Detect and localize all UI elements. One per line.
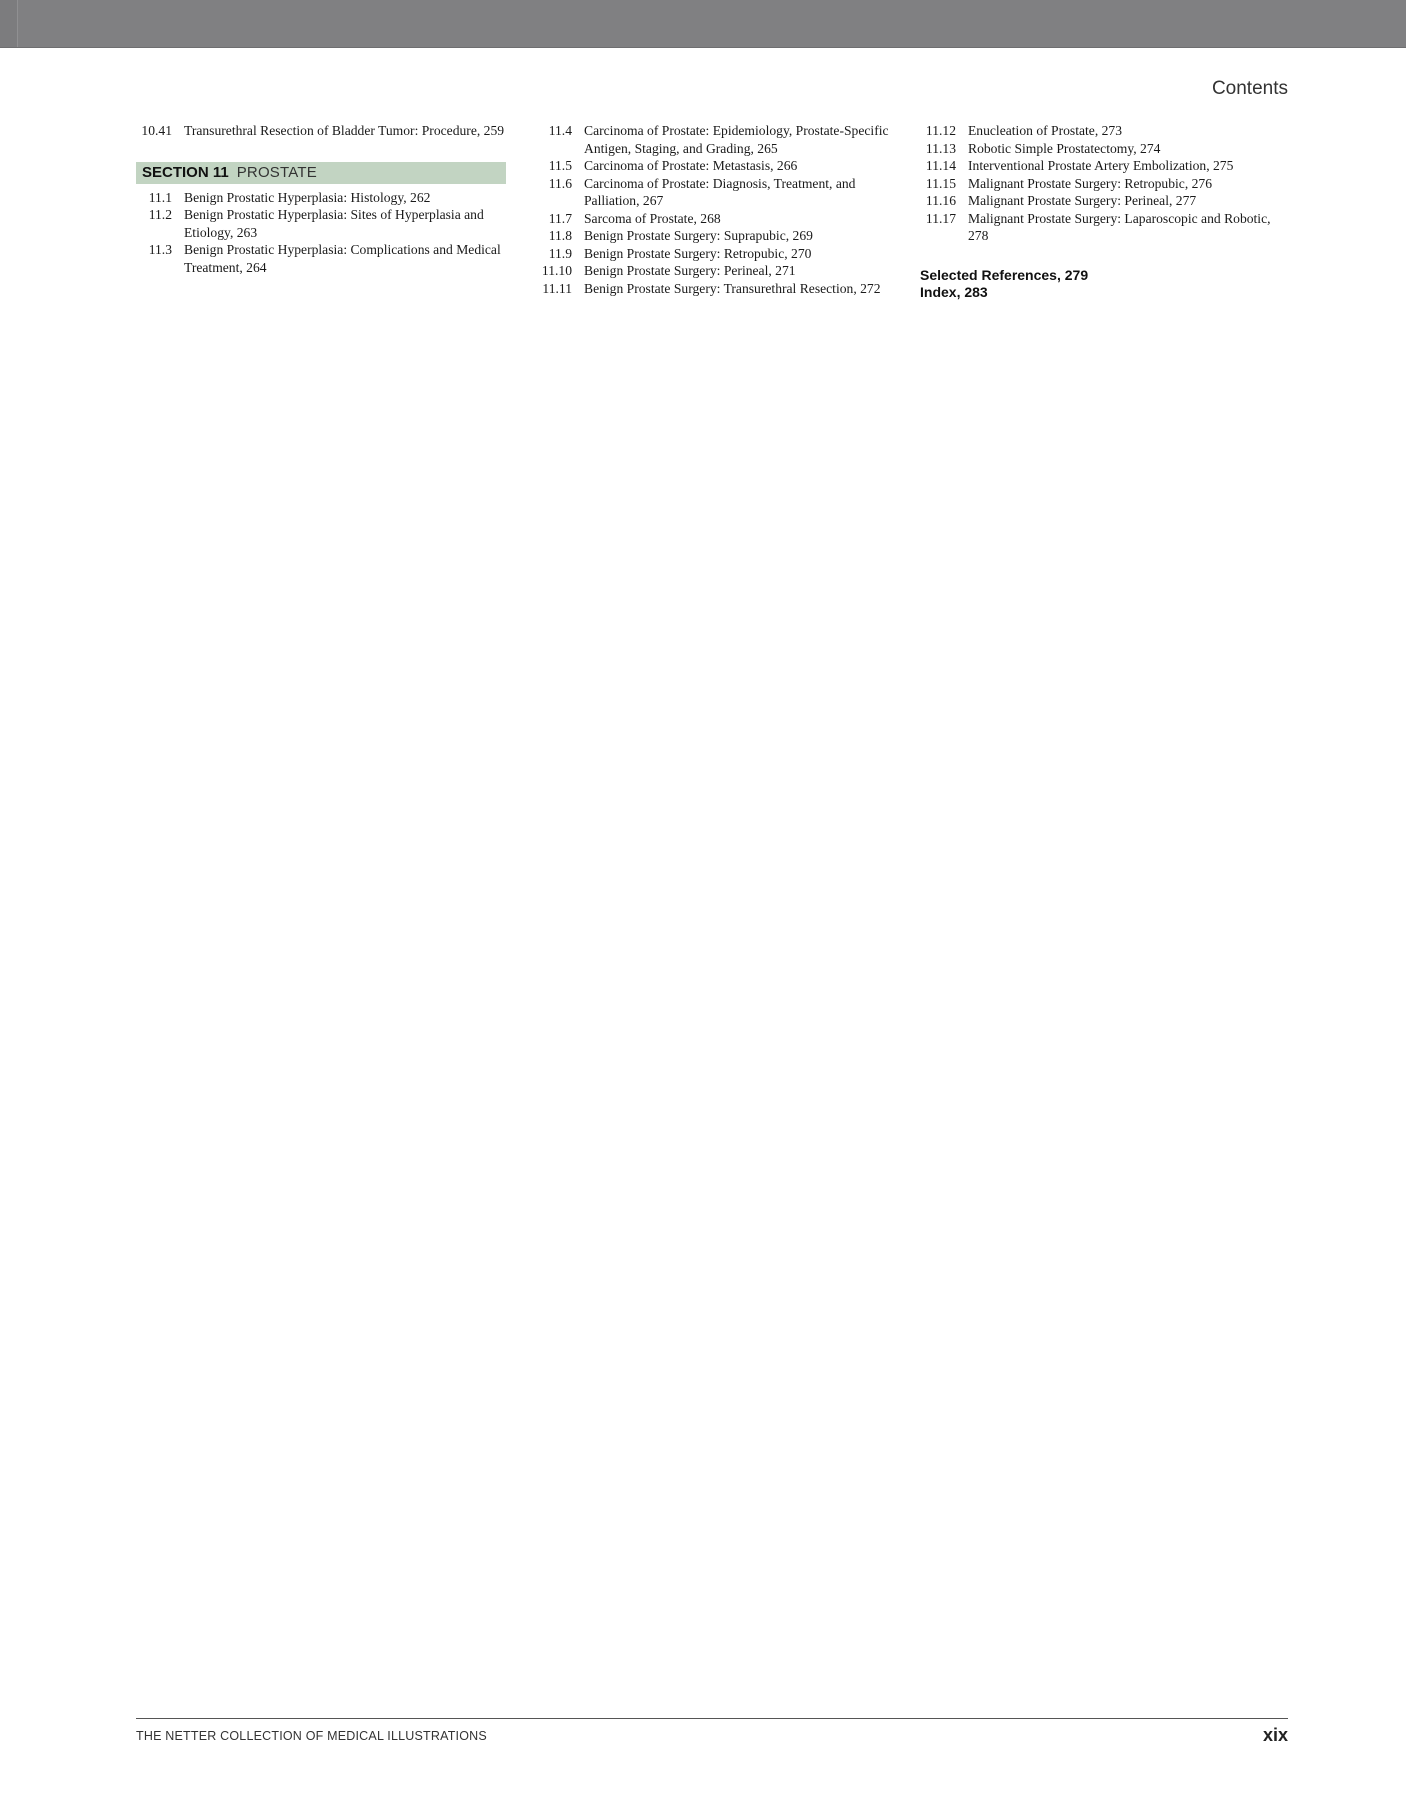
toc-entry[interactable]	[920, 157, 1290, 175]
toc-entry-title: Malignant Prostate Surgery: Retropubic, 276	[968, 175, 1213, 191]
selected-references-link[interactable]: Selected References, 279	[920, 266, 1089, 283]
toc-entry-number: 11.14	[925, 158, 956, 173]
toc-entry[interactable]	[536, 210, 901, 228]
toc-entry-title: Benign Prostatic Hyperplasia: Histology, 262	[184, 189, 431, 205]
toc-entry[interactable]	[136, 206, 506, 241]
toc-entry-title: Carcinoma of Prostate: Epidemiology, Prostate-Specific Antigen, Staging, and Grading, 265	[584, 123, 889, 156]
toc-entry-title: Carcinoma of Prostate: Diagnosis, Treatment, and Palliation, 267	[584, 175, 856, 208]
toc-entry-number: 10.41	[141, 123, 172, 138]
index-link[interactable]: Index, 283	[920, 283, 988, 300]
toc-column-3	[920, 122, 1290, 301]
toc-entry-number: 11.11	[542, 280, 572, 296]
toc-entry-title: Malignant Prostate Surgery: Perineal, 277	[968, 193, 1197, 208]
toc-entry-number: 11.6	[548, 175, 572, 191]
toc-entry-number: 11.2	[148, 207, 172, 222]
section-name: PROSTATE	[236, 164, 317, 181]
toc-entry[interactable]	[536, 157, 901, 175]
section-label: SECTION 11	[142, 164, 229, 181]
toc-entry-title: Transurethral Resection of Bladder Tumor: Procedure, 259	[184, 123, 505, 138]
toc-entry[interactable]	[536, 280, 901, 298]
toc-entry-title: Benign Prostate Surgery: Transurethral Resection, 272	[584, 280, 881, 296]
toc-entry-number: 11.17	[925, 210, 956, 226]
toc-entry[interactable]	[920, 192, 1290, 210]
toc-entry[interactable]	[136, 189, 506, 207]
toc-entry[interactable]	[536, 122, 901, 157]
toc-entry[interactable]	[536, 245, 901, 263]
toc-entry-title: Benign Prostate Surgery: Suprapubic, 269	[584, 228, 813, 243]
toc-entry-number: 11.5	[548, 158, 572, 173]
toc-entry-title: Malignant Prostate Surgery: Laparoscopic and Robotic, 278	[968, 210, 1271, 243]
running-head: Contents	[1211, 78, 1288, 99]
toc-entry-title: Benign Prostatic Hyperplasia: Complications and Medical Treatment, 264	[184, 242, 501, 275]
toc-entry[interactable]	[920, 122, 1290, 140]
toc-entry-number: 11.12	[925, 123, 956, 138]
toc-entry-number: 11.10	[541, 263, 572, 278]
toc-entry-number: 11.13	[925, 140, 956, 156]
toc-column-2	[536, 122, 901, 297]
toc-column-1	[136, 122, 506, 276]
toc-entry-title: Benign Prostate Surgery: Retropubic, 270	[584, 245, 812, 261]
toc-entry[interactable]	[536, 262, 901, 280]
toc-entry[interactable]	[536, 175, 901, 210]
toc-entry-title: Benign Prostate Surgery: Perineal, 271	[584, 263, 796, 278]
toc-entry-number: 11.15	[925, 175, 956, 191]
top-toolbar-bar	[0, 0, 1406, 48]
toc-entry[interactable]	[920, 140, 1290, 158]
toc-entry[interactable]	[920, 175, 1290, 193]
toolbar-edge-tab	[0, 0, 18, 47]
toc-entry-number: 11.16	[925, 193, 956, 208]
toc-entry-title: Interventional Prostate Artery Embolization, 275	[968, 158, 1234, 173]
toc-entry-number: 11.7	[548, 210, 572, 226]
toc-entry-title: Sarcoma of Prostate, 268	[584, 210, 721, 226]
toc-entry-number: 11.3	[148, 242, 172, 257]
toc-entry[interactable]	[136, 241, 506, 276]
toc-entry-number: 11.9	[548, 245, 572, 261]
page-number: xix	[1262, 1725, 1288, 1745]
footer-divider	[136, 1718, 1288, 1719]
toc-entry-title: Enucleation of Prostate, 273	[968, 123, 1123, 138]
toc-entry-title: Carcinoma of Prostate: Metastasis, 266	[584, 158, 798, 173]
toc-entry-number: 11.8	[548, 228, 572, 243]
footer-book-title: THE NETTER COLLECTION OF MEDICAL ILLUSTRATIONS	[136, 1729, 487, 1743]
toc-entry[interactable]	[920, 210, 1290, 245]
section-header-bar	[136, 162, 506, 184]
toc-entry-number: 11.1	[148, 189, 172, 205]
toc-entry-title: Robotic Simple Prostatectomy, 274	[968, 140, 1161, 156]
back-matter-list	[920, 267, 1290, 301]
toc-entry[interactable]	[136, 122, 506, 140]
toc-entry[interactable]	[536, 227, 901, 245]
toc-entry-title: Benign Prostatic Hyperplasia: Sites of Hyperplasia and Etiology, 263	[184, 207, 484, 240]
toc-entry-number: 11.4	[548, 123, 572, 138]
